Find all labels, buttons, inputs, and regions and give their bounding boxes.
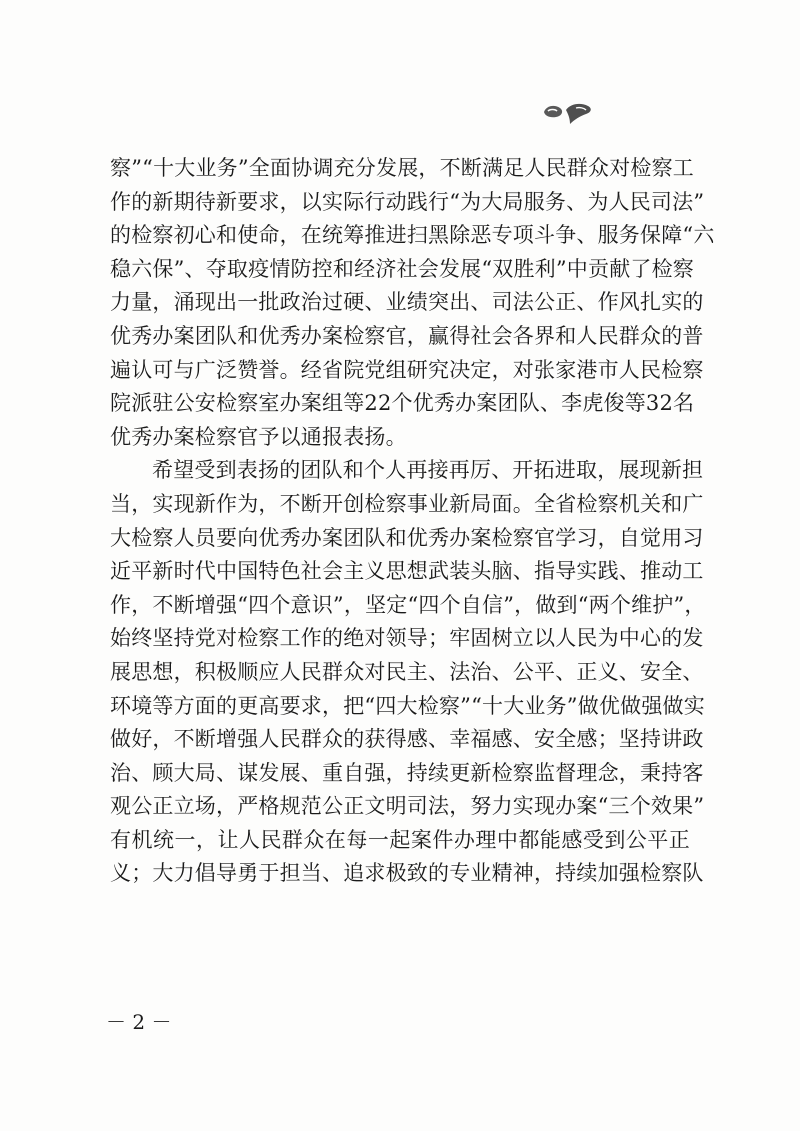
text-line: 治、顾大局、谋发展、重自强，持续更新检察监督理念，秉持客 xyxy=(110,760,704,785)
text-line: 大检察人员要向优秀办案团队和优秀办案检察官学习，自觉用习 xyxy=(110,525,704,550)
text-line: 当，实现新作为，不断开创检察事业新局面。全省检察机关和广 xyxy=(110,491,704,516)
page-number: － 2 － xyxy=(106,1010,172,1034)
body-text xyxy=(110,152,715,891)
text-line: 优秀办案团队和优秀办案检察官，赢得社会各界和人民群众的普 xyxy=(110,323,704,348)
text-line: 力量，涌现出一批政治过硬、业绩突出、司法公正、作风扎实的 xyxy=(110,290,704,315)
text-line: 的检察初心和使命，在统筹推进扫黑除恶专项斗争、服务保障“六 xyxy=(110,223,715,248)
text-line: 作，不断增强“四个意识”，坚定“四个自信”，做到“两个维护”， xyxy=(110,592,706,617)
ink-mark-icon xyxy=(540,98,596,126)
paragraph-1 xyxy=(110,152,715,454)
paragraph-2 xyxy=(110,454,706,891)
text-line: 遍认可与广泛赞誉。经省院党组研究决定，对张家港市人民检察 xyxy=(110,357,704,382)
text-line: 稳六保”、夺取疫情防控和经济社会发展“双胜利”中贡献了检察 xyxy=(110,256,695,281)
text-line: 优秀办案检察官予以通报表扬。 xyxy=(110,424,407,449)
text-line: 观公正立场，严格规范公正文明司法，努力实现办案“三个效果” xyxy=(110,794,705,819)
text-line: 始终坚持党对检察工作的绝对领导；牢固树立以人民为中心的发 xyxy=(110,626,704,651)
text-line: 做好，不断增强人民群众的获得感、幸福感、安全感；坚持讲政 xyxy=(110,727,704,752)
text-line: 环境等方面的更高要求，把“四大检察”“十大业务”做优做强做实 xyxy=(110,693,705,718)
text-line: 希望受到表扬的团队和个人再接再厉、开拓进取，展现新担 xyxy=(152,458,704,483)
text-line: 察”“十大业务”全面协调充分发展，不断满足人民群众对检察工 xyxy=(110,156,695,180)
text-line: 院派驻公安检察室办案组等22个优秀办案团队、李虎俊等32名 xyxy=(110,391,695,416)
text-line: 义；大力倡导勇于担当、追求极致的专业精神，持续加强检察队 xyxy=(110,861,704,886)
text-line: 作的新期待新要求，以实际行动践行“为大局服务、为人民司法” xyxy=(110,189,705,214)
text-line: 近平新时代中国特色社会主义思想武装头脑、指导实践、推动工 xyxy=(110,559,704,584)
text-line: 有机统一，让人民群众在每一起案件办理中都能感受到公平正 xyxy=(110,827,690,852)
text-line: 展思想，积极顺应人民群众对民主、法治、公平、正义、安全、 xyxy=(110,659,704,684)
